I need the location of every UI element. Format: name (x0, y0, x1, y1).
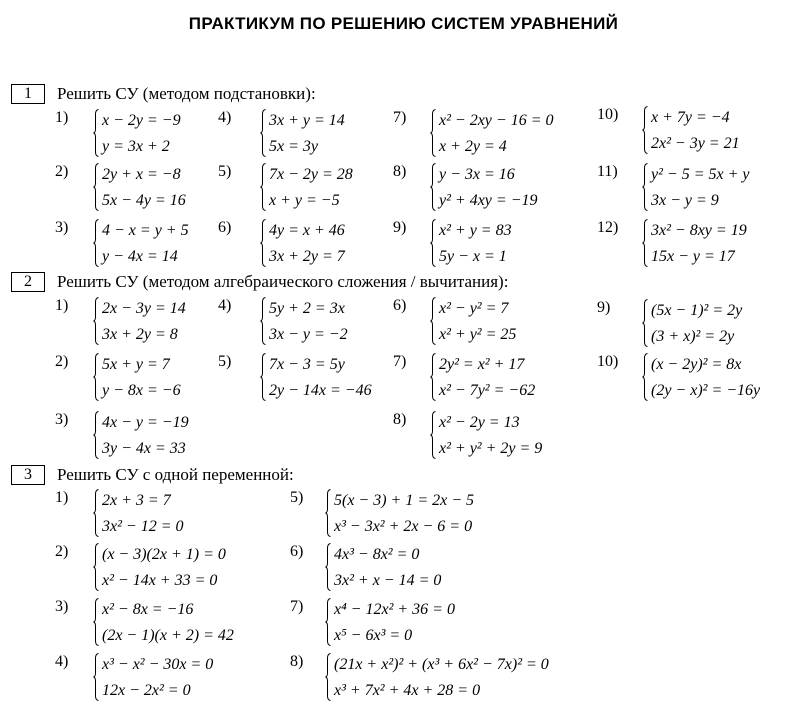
problem-number: 11) (597, 163, 618, 180)
problem-number: 4) (55, 653, 69, 670)
curly-brace-icon (260, 353, 266, 401)
equation: 3y − 4x = 33 (102, 440, 186, 457)
equations (334, 597, 455, 649)
equations (102, 108, 181, 160)
equations (269, 352, 372, 404)
equation: x² − 2xy − 16 = 0 (439, 112, 554, 129)
equation: x + 7y = −4 (651, 109, 730, 126)
equation: 3x² + x − 14 = 0 (334, 572, 442, 589)
curly-brace-icon (430, 411, 436, 459)
equation: x² + y = 83 (439, 222, 512, 239)
problem-number: 6) (393, 297, 407, 314)
problem-number: 2) (55, 163, 69, 180)
equation: 3x − y = −2 (269, 326, 348, 343)
section-number-box: 3 (11, 465, 45, 485)
equations (102, 162, 186, 214)
problem-number: 7) (290, 598, 304, 615)
equation: 3x² − 12 = 0 (102, 518, 184, 535)
problem-number: 4) (218, 297, 232, 314)
problem-number: 8) (290, 653, 304, 670)
problem-number: 7) (393, 353, 407, 370)
equations (102, 488, 184, 540)
curly-brace-icon (93, 543, 99, 591)
equation: y² + 4xy = −19 (439, 192, 538, 209)
curly-brace-icon (93, 489, 99, 537)
curly-brace-icon (430, 353, 436, 401)
equation: x² − 7y² = −62 (439, 382, 536, 399)
equation: x⁴ − 12x² + 36 = 0 (334, 601, 455, 618)
equation: x⁵ − 6x³ = 0 (334, 627, 413, 644)
problem-number: 8) (393, 411, 407, 428)
equations (269, 296, 348, 348)
equations (439, 352, 535, 404)
equations (651, 298, 742, 350)
equation: x² − 8x = −16 (102, 601, 194, 618)
equation: 2y + x = −8 (102, 166, 181, 183)
equations (102, 296, 186, 348)
curly-brace-icon (642, 106, 648, 154)
problem-number: 9) (393, 219, 407, 236)
section-header (0, 272, 807, 294)
curly-brace-icon (430, 109, 436, 157)
equation: (x − 3)(2x + 1) = 0 (102, 546, 226, 563)
problem-number: 6) (290, 543, 304, 560)
equation: (5x − 1)² = 2y (651, 302, 743, 319)
equation: y − 3x = 16 (439, 166, 515, 183)
equations (334, 542, 441, 594)
problem-number: 5) (218, 163, 232, 180)
section-header (0, 465, 807, 487)
equations (102, 352, 181, 404)
curly-brace-icon (93, 353, 99, 401)
equations (439, 218, 512, 270)
equation: x + y = −5 (269, 192, 340, 209)
equation: 2x − 3y = 14 (102, 300, 186, 317)
equations (269, 108, 345, 160)
problem-number: 1) (55, 109, 69, 126)
curly-brace-icon (93, 109, 99, 157)
equation: 4y = x + 46 (269, 222, 345, 239)
problem-number: 12) (597, 219, 619, 236)
equation: 7x − 3 = 5y (269, 356, 345, 373)
equations (439, 296, 516, 348)
section-number-box: 1 (11, 84, 45, 104)
curly-brace-icon (93, 219, 99, 267)
equation: x² − 2y = 13 (439, 414, 520, 431)
equation: 3x + 2y = 8 (102, 326, 178, 343)
section-title: Решить СУ с одной переменной: (57, 465, 294, 484)
equations (334, 652, 549, 704)
equations (651, 162, 750, 214)
equation: 2y² = x² + 17 (439, 356, 525, 373)
equations (102, 542, 226, 594)
problem-number: 4) (218, 109, 232, 126)
equation: 2x + 3 = 7 (102, 492, 171, 509)
equation: 3x + 2y = 7 (269, 248, 345, 265)
equation: x² + y² = 25 (439, 326, 517, 343)
equation: (21x + x²)² + (x³ + 6x² − 7x)² = 0 (334, 656, 549, 673)
problem-number: 5) (218, 353, 232, 370)
curly-brace-icon (260, 219, 266, 267)
equation: 7x − 2y = 28 (269, 166, 353, 183)
problem-number: 6) (218, 219, 232, 236)
equations (439, 162, 538, 214)
equations (439, 410, 542, 462)
equations (651, 105, 740, 157)
curly-brace-icon (642, 163, 648, 211)
curly-brace-icon (642, 299, 648, 347)
problem-number: 10) (597, 106, 619, 123)
section-title: Решить СУ (методом алгебраического сложения / вычитания): (57, 272, 509, 291)
equation: 3x² − 8xy = 19 (651, 222, 747, 239)
problem-number: 3) (55, 598, 69, 615)
equation: 5(x − 3) + 1 = 2x − 5 (334, 492, 475, 509)
equation: x³ + 7x² + 4x + 28 = 0 (334, 682, 481, 699)
equation: x³ − 3x² + 2x − 6 = 0 (334, 518, 473, 535)
equation: 4x − y = −19 (102, 414, 189, 431)
equation: x + 2y = 4 (439, 138, 507, 155)
equations (651, 218, 747, 270)
curly-brace-icon (325, 543, 331, 591)
equation: (x − 2y)² = 8x (651, 356, 742, 373)
curly-brace-icon (325, 489, 331, 537)
equation: y − 4x = 14 (102, 248, 178, 265)
equation: 5y − x = 1 (439, 248, 507, 265)
curly-brace-icon (642, 353, 648, 401)
curly-brace-icon (325, 653, 331, 701)
equation: x − 2y = −9 (102, 112, 181, 129)
equation: 3x + y = 14 (269, 112, 345, 129)
equations (269, 162, 353, 214)
curly-brace-icon (93, 297, 99, 345)
equation: 15x − y = 17 (651, 248, 735, 265)
curly-brace-icon (93, 163, 99, 211)
equations (102, 218, 189, 270)
equations (102, 597, 234, 649)
equation: 5x − 4y = 16 (102, 192, 186, 209)
problem-number: 1) (55, 297, 69, 314)
equation: 4 − x = y + 5 (102, 222, 189, 239)
problem-number: 8) (393, 163, 407, 180)
problem-number: 3) (55, 219, 69, 236)
equations (651, 352, 760, 404)
equations (334, 488, 474, 540)
problem-number: 7) (393, 109, 407, 126)
curly-brace-icon (260, 163, 266, 211)
equation: 5y + 2 = 3x (269, 300, 345, 317)
problem-number: 10) (597, 353, 619, 370)
curly-brace-icon (430, 219, 436, 267)
curly-brace-icon (260, 297, 266, 345)
curly-brace-icon (93, 598, 99, 646)
equation: (2x − 1)(x + 2) = 42 (102, 627, 234, 644)
page-title: ПРАКТИКУМ ПО РЕШЕНИЮ СИСТЕМ УРАВНЕНИЙ (188, 14, 619, 33)
problem-number: 3) (55, 411, 69, 428)
equations (102, 652, 213, 704)
section-number-box: 2 (11, 272, 45, 292)
section-header (0, 84, 807, 106)
curly-brace-icon (430, 163, 436, 211)
curly-brace-icon (93, 653, 99, 701)
curly-brace-icon (642, 219, 648, 267)
equation: x³ − x² − 30x = 0 (102, 656, 214, 673)
equation: y² − 5 = 5x + y (651, 166, 750, 183)
equation: (3 + x)² = 2y (651, 328, 735, 345)
curly-brace-icon (430, 297, 436, 345)
problem-number: 1) (55, 489, 69, 506)
equation: 5x + y = 7 (102, 356, 170, 373)
equation: 12x − 2x² = 0 (102, 682, 191, 699)
equation: y − 8x = −6 (102, 382, 181, 399)
section-title: Решить СУ (методом подстановки): (57, 84, 316, 103)
curly-brace-icon (260, 109, 266, 157)
equation: x² − y² = 7 (439, 300, 509, 317)
equation: y = 3x + 2 (102, 138, 170, 155)
equation: x² − 14x + 33 = 0 (102, 572, 218, 589)
equation: (2y − x)² = −16y (651, 382, 761, 399)
equation: 5x = 3y (269, 138, 318, 155)
equation: x² + y² + 2y = 9 (439, 440, 543, 457)
curly-brace-icon (93, 411, 99, 459)
equations (269, 218, 345, 270)
curly-brace-icon (325, 598, 331, 646)
equation: 2y − 14x = −46 (269, 382, 372, 399)
equations (102, 410, 189, 462)
problem-number: 5) (290, 489, 304, 506)
equation: 4x³ − 8x² = 0 (334, 546, 420, 563)
equation: 3x − y = 9 (651, 192, 719, 209)
problem-number: 2) (55, 353, 69, 370)
equation: 2x² − 3y = 21 (651, 135, 740, 152)
problem-number: 9) (597, 299, 611, 316)
problem-number: 2) (55, 543, 69, 560)
equations (439, 108, 554, 160)
